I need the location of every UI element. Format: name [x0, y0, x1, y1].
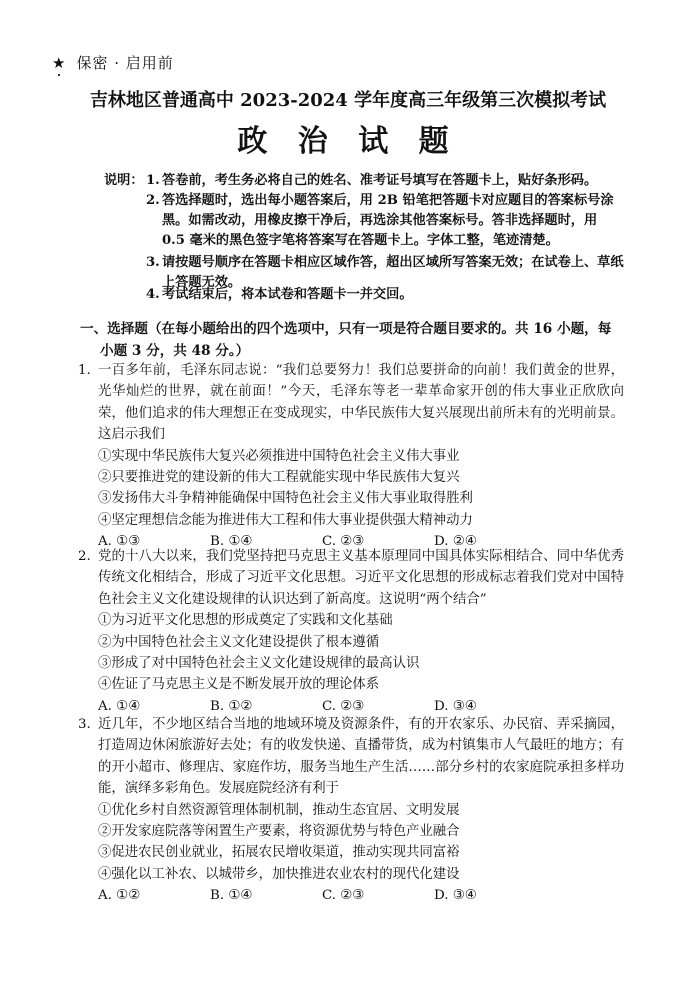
question-2	[78, 546, 624, 717]
instruction-number: 3.	[146, 255, 160, 270]
instructions-lead: 说明：	[104, 173, 144, 188]
question-stem: 党的十八大以来，我们党坚持把马克思主义基本原理同中国具体实际相结合、同中华优秀传统文化相结合，形成了习近平文化思想。习近平文化思想的形成标志着我们党对中国特色社会主义文化建设规律的认识达到了新高度。这说明“两个结合”	[98, 549, 624, 607]
statement-option: ①实现中华民族伟大复兴必须推进中国特色社会主义伟大事业	[98, 448, 460, 464]
statement-option: ③促进农民创业就业，拓展农民增收渠道，推动实现共同富裕	[98, 845, 460, 861]
question-stem: 近几年，不少地区结合当地的地域环境及资源条件，有的开农家乐、办民宿、弄采摘园，打造周边休闲旅游好去处；有的收发快递、直播带货，成为村镇集市人气最旺的地方；有的开小超市、修理店、家庭作坊，服务当地生产生活……部分乡村的农家庭院承担多样功能，演绎多彩角色。发展庭院经济有利于	[98, 717, 624, 797]
answer-choices	[78, 885, 624, 906]
instruction-text: 答选择题时，选出每小题答案后，用 2B 铅笔把答题卡对应题目的答案标号涂黑。如需改动，用橡皮擦干净后，再选涂其他答案标号。答非选择题时，用 0.5 毫米的黑色签字笔将答案写在答题卡上。字体工整，笔迹清楚。	[162, 193, 614, 248]
choice-d: D. ③④	[434, 698, 477, 714]
instruction-text: 请按题号顺序在答题卡相应区域作答，超出区域所写答案无效；在试卷上、草纸上答题无效。	[162, 255, 624, 290]
choice-c: C. ②③	[322, 534, 365, 550]
section-heading	[80, 318, 630, 362]
question-stem: 一百多年前，毛泽东同志说：“我们总要努力！我们总要拼命的向前！我们黄金的世界，光华灿烂的世界，就在前面！”今天，毛泽东等老一辈革命家开创的伟大事业正欣欣向荣，他们追求的伟大理想正在变成现实，中华民族伟大复兴展现出前所未有的光明前景。这启示我们	[98, 363, 624, 443]
exam-school-line: 吉林地区普通高中 2023-2024 学年度高三年级第三次模拟考试	[89, 90, 607, 111]
statement-option: ②为中国特色社会主义文化建设提供了根本遵循	[98, 634, 380, 650]
statement-option: ④佐证了马克思主义是不断发展开放的理论体系	[98, 677, 380, 693]
choice-b: B. ①②	[210, 698, 253, 714]
question-1	[78, 360, 624, 553]
question-number: 2.	[78, 549, 91, 564]
choice-d: D. ③④	[434, 888, 477, 904]
instruction-item	[146, 285, 624, 305]
choice-a: A. ①③	[98, 534, 141, 550]
question-3	[78, 714, 624, 907]
choice-c: C. ②③	[322, 888, 365, 904]
choice-c: C. ②③	[322, 698, 365, 714]
instruction-text: 答卷前，考生务必将自己的姓名、准考证号填写在答题卡上，贴好条形码。	[162, 173, 598, 188]
choice-b: B. ①④	[210, 888, 253, 904]
instruction-item	[146, 191, 624, 251]
instruction-number: 2.	[146, 193, 160, 208]
statement-option: ①优化乡村自然资源管理体制机制，推动生态宜居、文明发展	[98, 802, 460, 818]
confidential-label	[52, 52, 174, 73]
statement-option: ①为习近平文化思想的形成奠定了实践和文化基础	[98, 613, 393, 629]
instruction-number: 4.	[146, 287, 160, 302]
choice-a: A. ①④	[98, 698, 141, 714]
choice-a: A. ①②	[98, 888, 141, 904]
instruction-number: 1.	[146, 173, 160, 188]
bullet-dot	[58, 74, 60, 76]
confidential-text: 保密 · 启用前	[76, 54, 174, 72]
question-number: 3.	[78, 717, 91, 732]
statement-option: ②只要推进党的建设新的伟大工程就能实现中华民族伟大复兴	[98, 470, 460, 486]
choice-d: D. ②④	[434, 534, 477, 550]
question-number: 1.	[78, 363, 91, 378]
statement-option: ④坚定理想信念能为推进伟大工程和伟大事业提供强大精神动力	[98, 512, 473, 528]
section-heading-line2: 小题 3 分，共 48 分。）	[100, 343, 250, 359]
statement-option: ②开发家庭院落等闲置生产要素，将资源优势与特色产业融合	[98, 824, 460, 840]
choice-b: B. ①④	[210, 534, 253, 550]
exam-title: 政 治 试 题	[237, 124, 459, 159]
statement-option: ④强化以工补农、以城带乡，加快推进农业农村的现代化建设	[98, 866, 460, 882]
star-icon: ★	[52, 54, 67, 72]
statement-option: ③形成了对中国特色社会主义文化建设规律的最高认识	[98, 656, 420, 672]
instruction-text: 考试结束后，将本试卷和答题卡一并交回。	[162, 287, 413, 302]
instruction-item	[146, 171, 624, 191]
statement-option: ③发扬伟大斗争精神能确保中国特色社会主义伟大事业取得胜利	[98, 491, 473, 507]
section-heading-line1: 一、选择题（在每小题给出的四个选项中，只有一项是符合题目要求的。共 16 小题，每	[80, 321, 612, 337]
